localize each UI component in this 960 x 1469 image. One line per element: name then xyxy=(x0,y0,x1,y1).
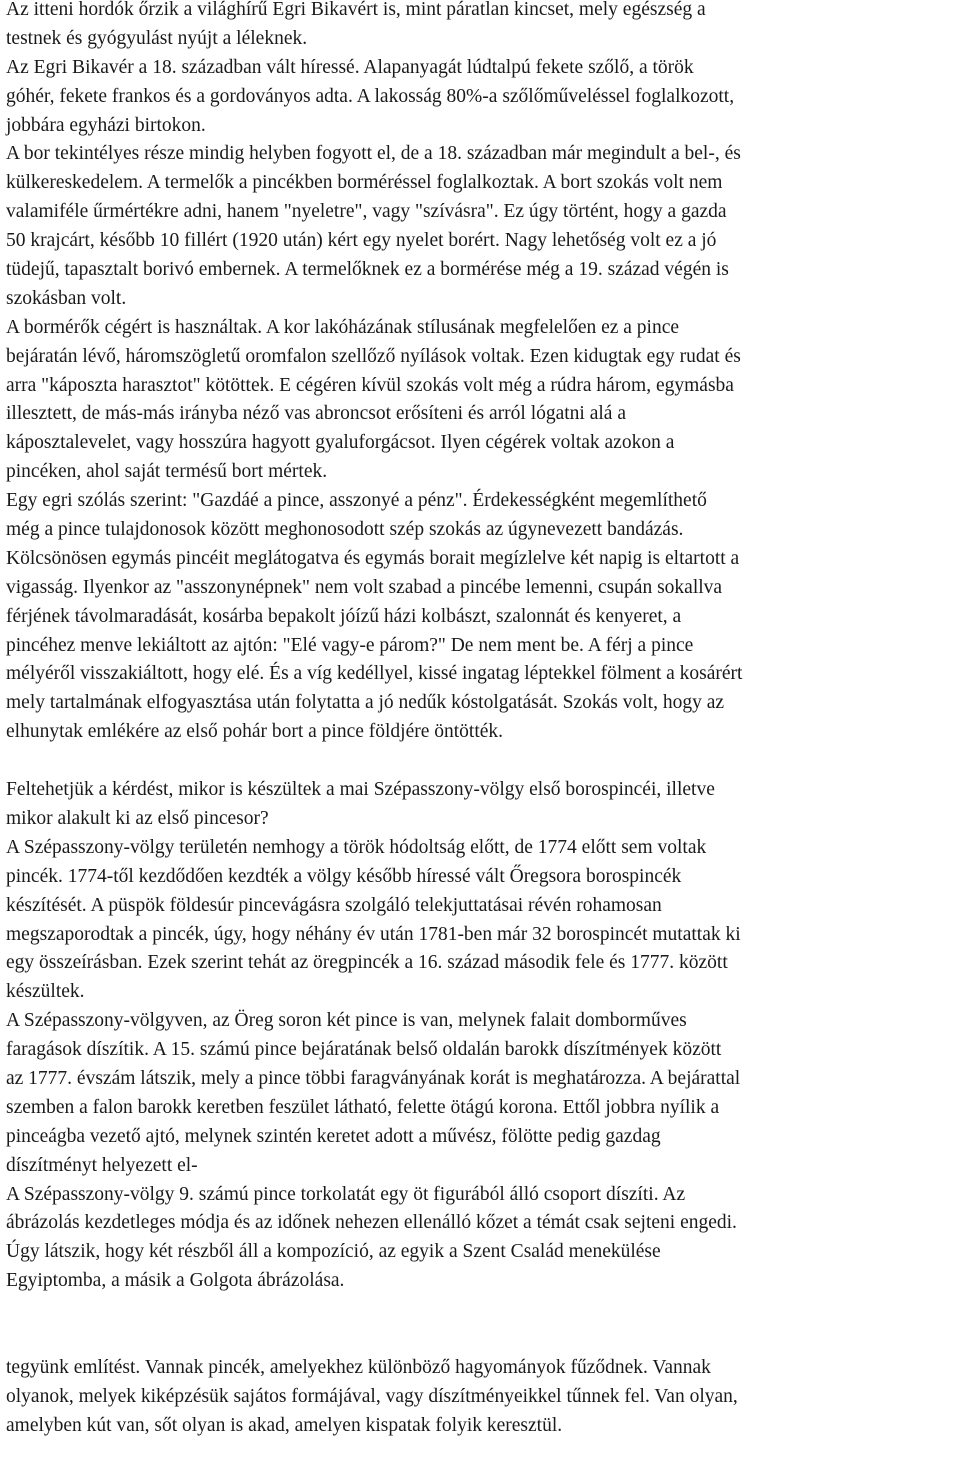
text-line: Úgy látszik, hogy két részből áll a kompozíció, az egyik a Szent Család menekülése xyxy=(6,1241,661,1263)
paragraph-gap xyxy=(6,747,960,776)
text-line: egy összeírásban. Ezek szerint tehát az öregpincék a 16. század második fele és 1777. között xyxy=(6,952,728,974)
text-line: megszaporodtak a pincék, úgy, hogy néhány év után 1781-ben már 32 borospincét mutattak ki xyxy=(6,923,741,945)
text-line: 50 krajcárt, később 10 fillért (1920 után) kért egy nyelet borért. Nagy lehetőség volt ez a jó xyxy=(6,230,717,252)
text-line: A Szépasszony-völgyven, az Öreg soron két pince is van, melynek falait domborműves xyxy=(6,1010,687,1032)
text-line: szemben a falon barokk keretben feszület látható, felette ötágú korona. Ettől jobbra nyílik a xyxy=(6,1096,720,1118)
text-line: pincéken, ahol saját termésű bort mértek. xyxy=(6,461,328,483)
text-line xyxy=(6,1296,960,1325)
paragraph-gap xyxy=(6,1325,960,1354)
text-line: testnek és gyógyulást nyújt a léleknek. xyxy=(6,27,308,49)
text-line: amelyben kút van, sőt olyan is akad, amelyen kispatak folyik keresztül. xyxy=(6,1414,563,1436)
text-line: elhunytak emlékére az első pohár bort a pince földjére öntötték. xyxy=(6,721,504,743)
text-line: tegyünk említést. Vannak pincék, amelyekhez különböző hagyományok fűződnek. Vannak xyxy=(6,1356,711,1378)
text-line: Az Egri Bikavér a 18. században vált híressé. Alapanyagát lúdtalpú fekete szőlő, a török xyxy=(6,56,694,78)
text-line: jobbára egyházi birtokon. xyxy=(6,114,206,136)
text-line: pincék. 1774-től kezdődően kezdték a völgy később híressé vált Őregsora borospincék xyxy=(6,865,682,887)
text-line: díszítményt helyezett el- xyxy=(6,1154,198,1176)
text-line: Egy egri szólás szerint: "Gazdáé a pince, asszonyé a pénz". Érdekességként megemlíthető xyxy=(6,490,707,512)
text-line: az 1777. évszám látszik, mely a pince többi faragványának korát is meghatározza. A bejárattal xyxy=(6,1067,741,1089)
text-line: valamiféle űrmértékre adni, hanem "nyeletre", vagy "szívásra". Ez úgy történt, hogy a gazda xyxy=(6,201,727,223)
text-line: szokásban volt. xyxy=(6,287,127,309)
text-line: még a pince tulajdonosok között meghonosodott szép szokás az úgynevezett bandázás. xyxy=(6,519,684,541)
text-line: góhér, fekete frankos és a gordoványos adta. A lakosság 80%-a szőlőműveléssel foglalkozott, xyxy=(6,85,735,107)
text-line: illesztett, de más-más irányba néző vas abroncsot erősíteni és arról lógatni alá a xyxy=(6,403,626,425)
text-line: készítését. A püspök földesúr pincevágásra szolgáló telekjuttatásai révén rohamosan xyxy=(6,894,662,916)
text-line: olyanok, melyek kiképzésük sajátos formájával, vagy díszítményeikkel tűnnek fel. Van olyan, xyxy=(6,1385,738,1407)
text-line: A bormérők cégért is használtak. A kor lakóházának stílusának megfelelően ez a pince xyxy=(6,316,680,338)
text-line: Kölcsönösen egymás pincéit meglátogatva és egymás borait megízlelve két napig is eltartott a xyxy=(6,547,740,569)
text-line: arra "káposzta harasztot" kötöttek. E cégéren kívül szokás volt még a rúdra három, egymásba xyxy=(6,374,734,396)
text-line: tüdejű, tapasztalt borivó embernek. A termelőknek ez a bormérése még a 19. század végén is xyxy=(6,259,729,281)
text-line xyxy=(6,1441,960,1469)
text-line: külkereskedelem. A termelők a pincékben borméréssel foglalkoztak. A bort szokás volt nem xyxy=(6,172,723,194)
document-body xyxy=(6,0,960,1469)
text-line: A bor tekintélyes része mindig helyben fogyott el, de a 18. században már megindult a bel-, és xyxy=(6,143,741,165)
text-line: A Szépasszony-völgy területén nemhogy a török hódoltság előtt, de 1774 előtt sem voltak xyxy=(6,836,707,858)
text-line: férjének távolmaradását, kosárba bepakolt jóízű házi kolbászt, szalonnát és kenyeret, a xyxy=(6,605,682,627)
text-line: káposztalevelet, vagy hosszúra hagyott gyaluforgácsot. Ilyen cégérek voltak azokon a xyxy=(6,432,675,454)
text-line: vigasság. Ilyenkor az "asszonynépnek" nem volt szabad a pincébe lemenni, csupán sokallva xyxy=(6,576,723,598)
text-line: mikor alakult ki az első pincesor? xyxy=(6,807,269,829)
text-line: mélyéről visszakiáltott, hogy elé. És a víg kedéllyel, kissé ingatag léptekkel fölment a kosárért xyxy=(6,663,743,685)
text-line: pincéhez menve lekiáltott az ajtón: "Elé vagy-e párom?" De nem ment be. A férj a pince xyxy=(6,634,694,656)
text-line: készültek. xyxy=(6,981,85,1003)
text-line: bejáratán lévő, háromszögletű oromfalon szellőző nyílások voltak. Ezen kidugtak egy rudat és xyxy=(6,345,741,367)
text-line: faragások díszítik. A 15. számú pince bejáratának belső oldalán barokk díszítmények között xyxy=(6,1039,722,1061)
text-line: A Szépasszony-völgy 9. számú pince torkolatát egy öt figurából álló csoport díszíti. Az xyxy=(6,1183,686,1205)
text-line: Feltehetjük a kérdést, mikor is készültek a mai Szépasszony-völgy első borospincéi, illetve xyxy=(6,779,715,801)
document-page xyxy=(6,0,960,1469)
text-line: Az itteni hordók őrzik a világhírű Egri Bikavért is, mint páratlan kincset, mely egészség a xyxy=(6,0,706,20)
text-line: mely tartalmának elfogyasztása után folytatta a jó nedűk kóstolgatását. Szokás volt, hogy az xyxy=(6,692,725,714)
text-line: Egyiptomba, a másik a Golgota ábrázolása. xyxy=(6,1270,345,1292)
text-line: pinceágba vezető ajtó, melynek szintén keretet adott a művész, fölötte pedig gazdag xyxy=(6,1125,661,1147)
text-line: ábrázolás kezdetleges módja és az időnek nehezen ellenálló kőzet a témát csak sejteni engedi. xyxy=(6,1212,737,1234)
